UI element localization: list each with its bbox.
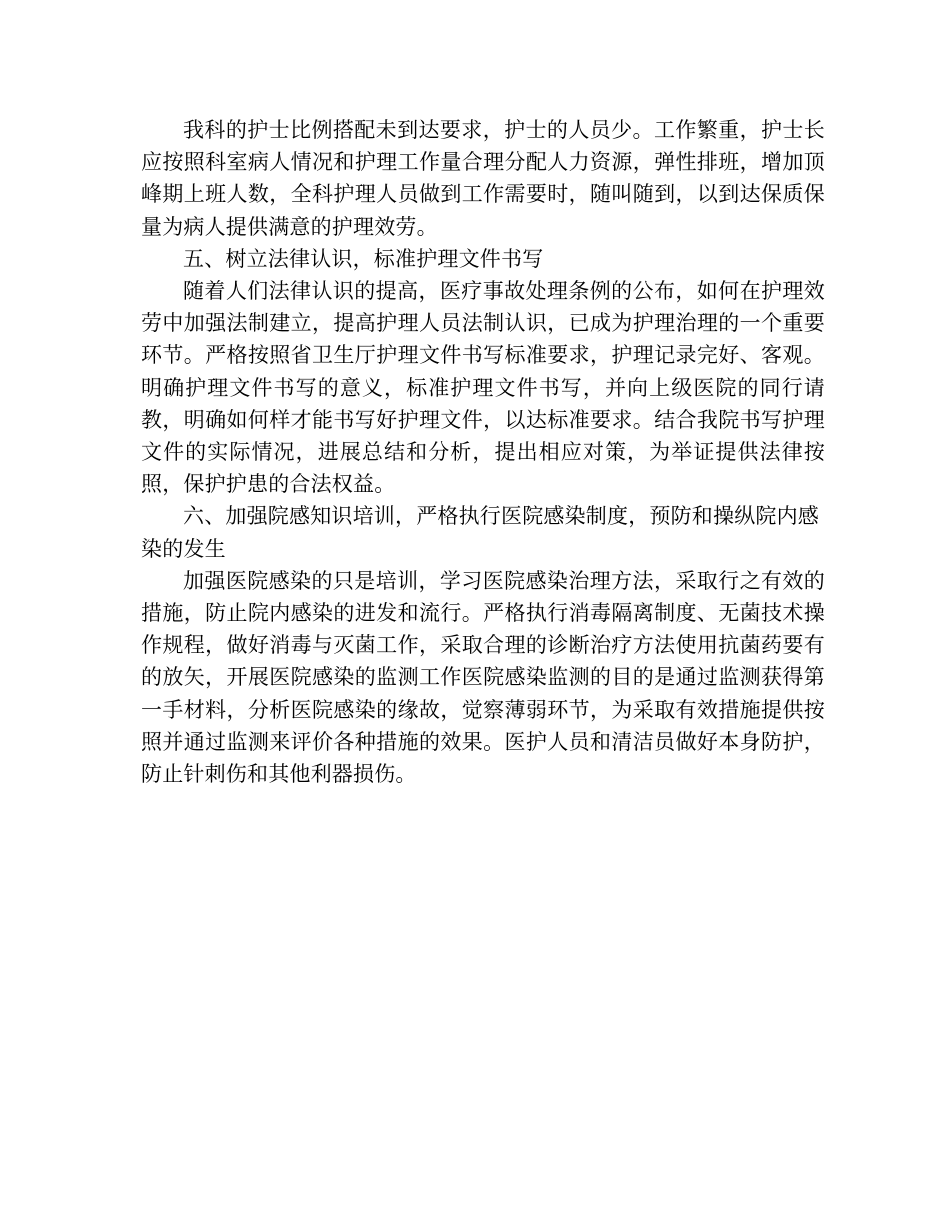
paragraph-legal-documentation: 随着人们法律认识的提高，医疗事故处理条例的公布，如何在护理效劳中加强法制建立，提高护理人员法制认识，已成为护理治理的一个重要环节。严格按照省卫生厅护理文件书写标准要求，护理记录完好、客观。明确护理文件书写的意义，标准护理文件书写，并向上级医院的同行请教，明确如何样才能书写好护理文件，以达标准要求。结合我院书写护理文件的实际情况，进展总结和分析，提出相应对策，为举证提供法律按照，保护护患的合法权益。 [141, 279, 825, 497]
section-heading-6: 六、加强院感知识培训，严格执行医院感染制度，预防和操纵院内感染的发生 [141, 504, 819, 561]
paragraph-staffing: 我科的护士比例搭配未到达要求，护士的人员少。工作繁重，护士长应按照科室病人情况和护理工作量合理分配人力资源，弹性排班，增加顶峰期上班人数，全科护理人员做到工作需要时，随叫随到，以到达保质保量为病人提供满意的护理效劳。 [141, 118, 825, 239]
document-page [141, 114, 825, 790]
section-heading-5: 五、树立法律认识，标准护理文件书写 [183, 246, 544, 271]
paragraph-infection-control: 加强医院感染的只是培训，学习医院感染治理方法，采取行之有效的措施，防止院内感染的进发和流行。严格执行消毒隔离制度、无菌技术操作规程，做好消毒与灭菌工作，采取合理的诊断治疗方法使用抗菌药要有的放矢，开展医院感染的监测工作医院感染监测的目的是通过监测获得第一手材料，分析医院感染的缘故，觉察薄弱环节，为采取有效措施提供按照并通过监测来评价各种措施的效果。医护人员和清洁员做好本身防护，防止针刺伤和其他利器损伤。 [141, 568, 825, 787]
